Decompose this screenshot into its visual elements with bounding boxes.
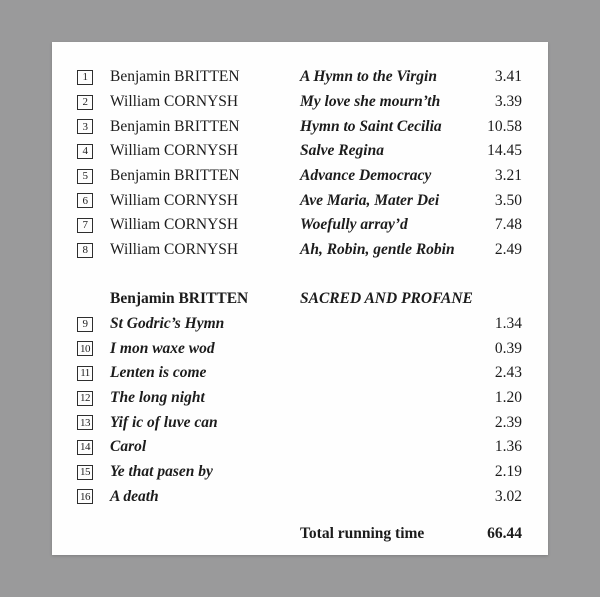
- track-time: 2.43: [494, 364, 522, 382]
- track-row: [77, 386, 522, 411]
- track-time: 3.50: [494, 191, 522, 209]
- track-number-cell: [77, 119, 110, 134]
- track-title: Salve Regina: [300, 142, 384, 160]
- track-time: 2.39: [494, 413, 522, 431]
- track-title: My love she mourn’th: [300, 93, 441, 111]
- track-number-cell: [77, 489, 110, 504]
- track-row: [77, 336, 522, 361]
- track-row: [77, 213, 522, 238]
- track-time: 10.58: [487, 117, 522, 135]
- track-number-cell: [77, 366, 110, 381]
- track-number-cell: [77, 243, 110, 258]
- track-time: 1.36: [494, 438, 522, 456]
- total-running-time-label: Total running time: [300, 524, 425, 542]
- section-header-row: [77, 287, 522, 312]
- track-number: 7: [77, 218, 93, 233]
- composer-name: William CORNYSH: [110, 93, 239, 111]
- track-row: [77, 410, 522, 435]
- track-time: 1.34: [494, 315, 522, 333]
- cd-tracklist-card: [52, 42, 548, 555]
- track-number: 16: [77, 489, 93, 504]
- composer-name: William CORNYSH: [110, 191, 239, 209]
- track-title: St Godric’s Hymn: [110, 315, 225, 333]
- composer-name: William CORNYSH: [110, 241, 239, 259]
- track-number-cell: [77, 218, 110, 233]
- total-running-time-value: 66.44: [487, 524, 522, 542]
- track-time: 3.39: [494, 93, 522, 111]
- track-number: 4: [77, 144, 93, 159]
- track-title: A death: [110, 487, 159, 505]
- track-title: A Hymn to the Virgin: [300, 68, 437, 86]
- track-number-cell: [77, 440, 110, 455]
- track-row: [77, 90, 522, 115]
- composer-name: Benjamin BRITTEN: [110, 68, 240, 86]
- track-number: 10: [77, 341, 93, 356]
- track-number-cell: [77, 317, 110, 332]
- total-row: [77, 521, 522, 546]
- track-number-cell: [77, 144, 110, 159]
- track-row: [77, 485, 522, 510]
- work-title: SACRED AND PROFANE: [300, 290, 473, 308]
- track-title: Lenten is come: [110, 364, 207, 382]
- track-number: 5: [77, 169, 93, 184]
- track-number-cell: [77, 341, 110, 356]
- track-time: 0.39: [494, 339, 522, 357]
- track-row: [77, 312, 522, 337]
- track-title: Carol: [110, 438, 147, 456]
- track-title: Yif ic of luve can: [110, 413, 218, 431]
- track-time: 14.45: [487, 142, 522, 160]
- track-number-cell: [77, 193, 110, 208]
- track-number: 8: [77, 243, 93, 258]
- track-title: The long night: [110, 389, 205, 407]
- track-number: 3: [77, 119, 93, 134]
- track-row: [77, 238, 522, 263]
- track-number-cell: [77, 70, 110, 85]
- track-title: I mon waxe wod: [110, 339, 215, 357]
- track-number-cell: [77, 415, 110, 430]
- track-row: [77, 164, 522, 189]
- track-number-cell: [77, 465, 110, 480]
- track-time: 1.20: [494, 389, 522, 407]
- track-number: 15: [77, 465, 93, 480]
- track-number-cell: [77, 95, 110, 110]
- track-time: 3.21: [494, 167, 522, 185]
- track-number: 6: [77, 193, 93, 208]
- track-row: [77, 361, 522, 386]
- track-row: [77, 65, 522, 90]
- track-number: 2: [77, 95, 93, 110]
- track-title: Hymn to Saint Cecilia: [300, 117, 442, 135]
- track-title: Ye that pasen by: [110, 463, 213, 481]
- track-row: [77, 139, 522, 164]
- track-title: Ah, Robin, gentle Robin: [300, 241, 455, 259]
- track-number: 9: [77, 317, 93, 332]
- track-number-cell: [77, 169, 110, 184]
- track-time: 2.49: [494, 241, 522, 259]
- track-title: Ave Maria, Mater Dei: [300, 191, 440, 209]
- composer-name: William CORNYSH: [110, 216, 239, 234]
- composer-name: William CORNYSH: [110, 142, 239, 160]
- track-number: 1: [77, 70, 93, 85]
- track-title: Advance Democracy: [300, 167, 432, 185]
- track-number-cell: [77, 391, 110, 406]
- track-number: 14: [77, 440, 93, 455]
- track-row: [77, 435, 522, 460]
- track-time: 2.19: [494, 463, 522, 481]
- section-composer-name: Benjamin BRITTEN: [110, 290, 249, 308]
- composer-name: Benjamin BRITTEN: [110, 117, 240, 135]
- track-number: 11: [77, 366, 93, 381]
- track-time: 3.41: [494, 68, 522, 86]
- track-number: 12: [77, 391, 93, 406]
- track-row: [77, 114, 522, 139]
- composer-name: Benjamin BRITTEN: [110, 167, 240, 185]
- track-row: [77, 460, 522, 485]
- track-time: 7.48: [494, 216, 522, 234]
- track-row: [77, 188, 522, 213]
- track-number: 13: [77, 415, 93, 430]
- track-time: 3.02: [494, 487, 522, 505]
- track-title: Woefully array’d: [300, 216, 408, 234]
